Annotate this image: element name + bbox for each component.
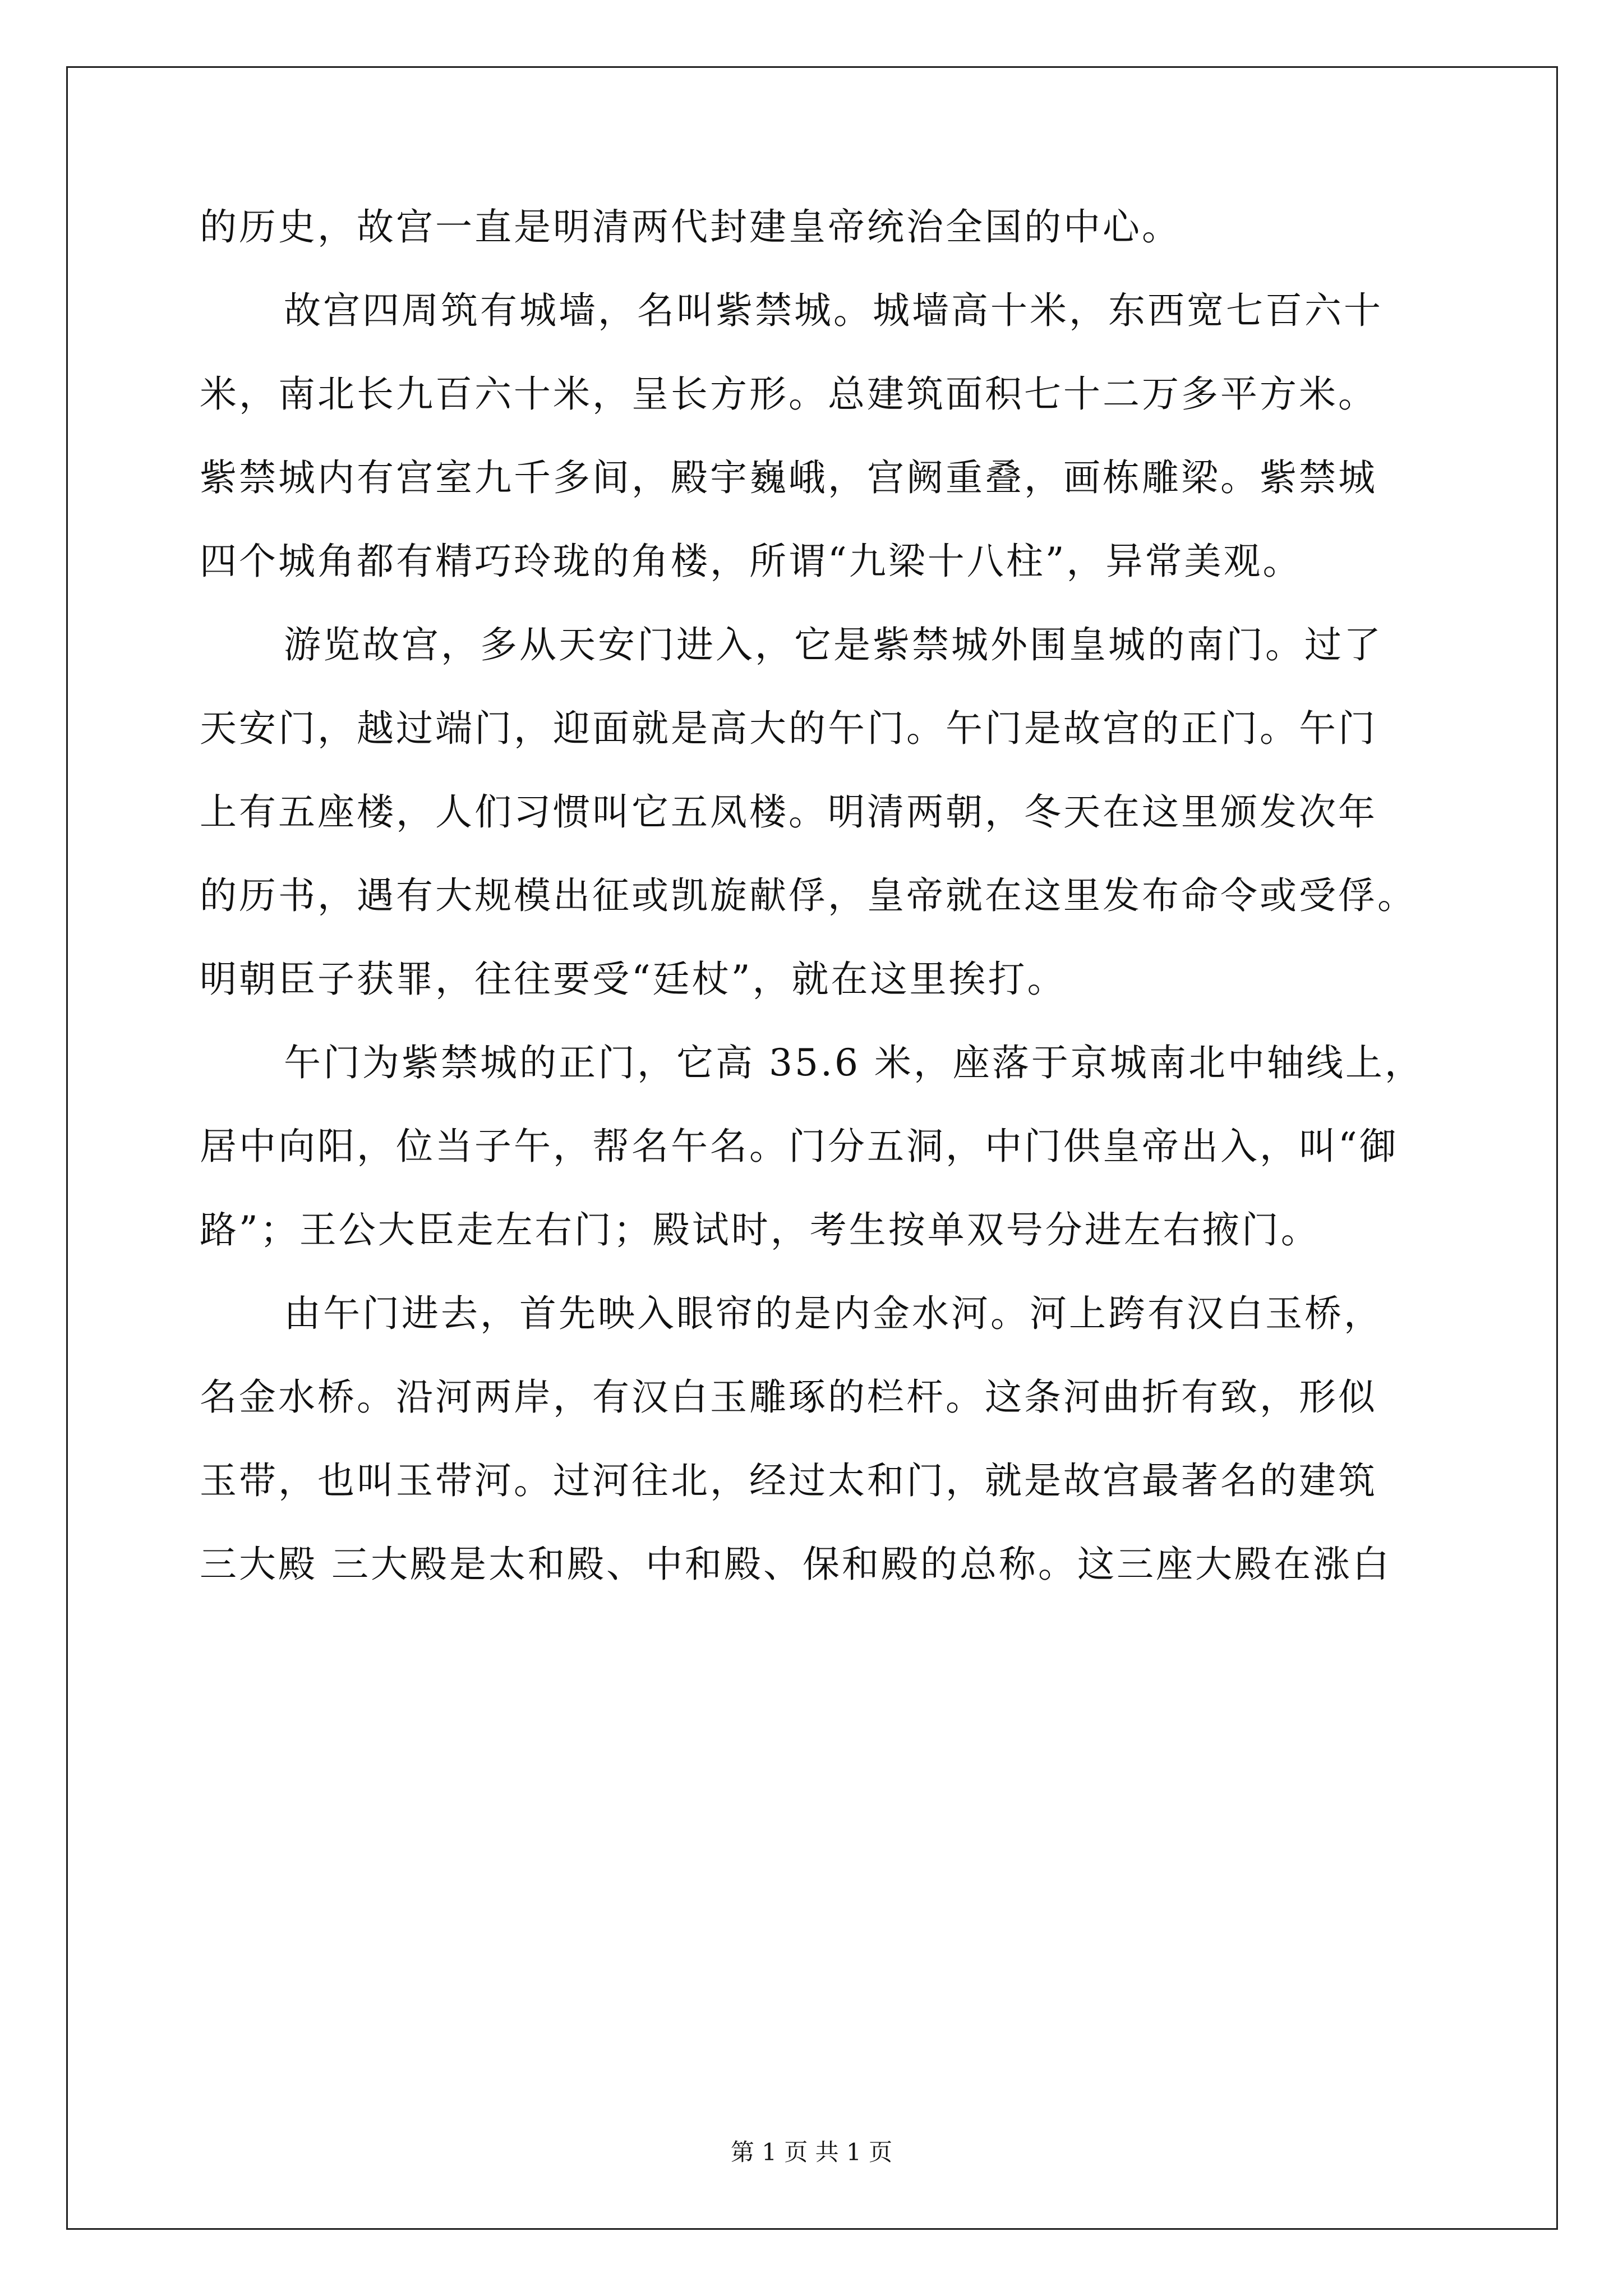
text-line-2: 故宫四周筑有城墙，名叫紫禁城。城墙高十米，东西宽七百六十 xyxy=(284,289,1383,332)
text-line-8: 上有五座楼，人们习惯叫它五凤楼。明清两朝，冬天在这里颁发次年 xyxy=(200,790,1377,834)
text-line-3: 米，南北长九百六十米，呈长方形。总建筑面积七十二万多平方米。 xyxy=(200,372,1377,416)
text-line-9: 的历书，遇有大规模出征或凯旋献俘，皇帝就在这里发布命令或受俘。 xyxy=(200,874,1417,917)
text-line-15: 名金水桥。沿河两岸，有汉白玉雕琢的栏杆。这条河曲折有致，形似 xyxy=(200,1375,1377,1419)
text-line-11: 午门为紫禁城的正门，它高 35.6 米，座落于京城南北中轴线上， xyxy=(284,1041,1424,1084)
text-line-10: 明朝臣子获罪，往往要受“廷杖”，就在这里挨打。 xyxy=(200,958,1067,1001)
text-line-13: 路”；王公大臣走左右门；殿试时，考生按单双号分进左右掖门。 xyxy=(200,1208,1320,1251)
page-footer: 第 1 页 共 1 页 xyxy=(730,2138,893,2166)
document-body xyxy=(200,205,1433,1628)
text-line-17: 三大殿 三大殿是太和殿、中和殿、保和殿的总称。这三座大殿在涨白 xyxy=(200,1543,1391,1586)
text-line-4: 紫禁城内有宫室九千多间，殿宇巍峨，宫阙重叠，画栋雕梁。紫禁城 xyxy=(200,456,1377,499)
text-line-1: 的历史，故宫一直是明清两代封建皇帝统治全国的中心。 xyxy=(200,205,1181,249)
text-line-12: 居中向阳，位当子午，帮名午名。门分五洞，中门供皇帝出入，叫“御 xyxy=(200,1125,1399,1168)
text-line-14: 由午门进去，首先映入眼帘的是内金水河。河上跨有汉白玉桥， xyxy=(284,1292,1383,1335)
text-line-6: 游览故宫，多从天安门进入，它是紫禁城外围皇城的南门。过了 xyxy=(284,623,1383,666)
text-line-5: 四个城角都有精巧玲珑的角楼，所谓“九梁十八柱”，异常美观。 xyxy=(200,540,1302,583)
text-line-16: 玉带，也叫玉带河。过河往北，经过太和门，就是故宫最著名的建筑 xyxy=(200,1459,1377,1502)
text-line-7: 天安门，越过端门，迎面就是高大的午门。午门是故宫的正门。午门 xyxy=(200,707,1377,750)
